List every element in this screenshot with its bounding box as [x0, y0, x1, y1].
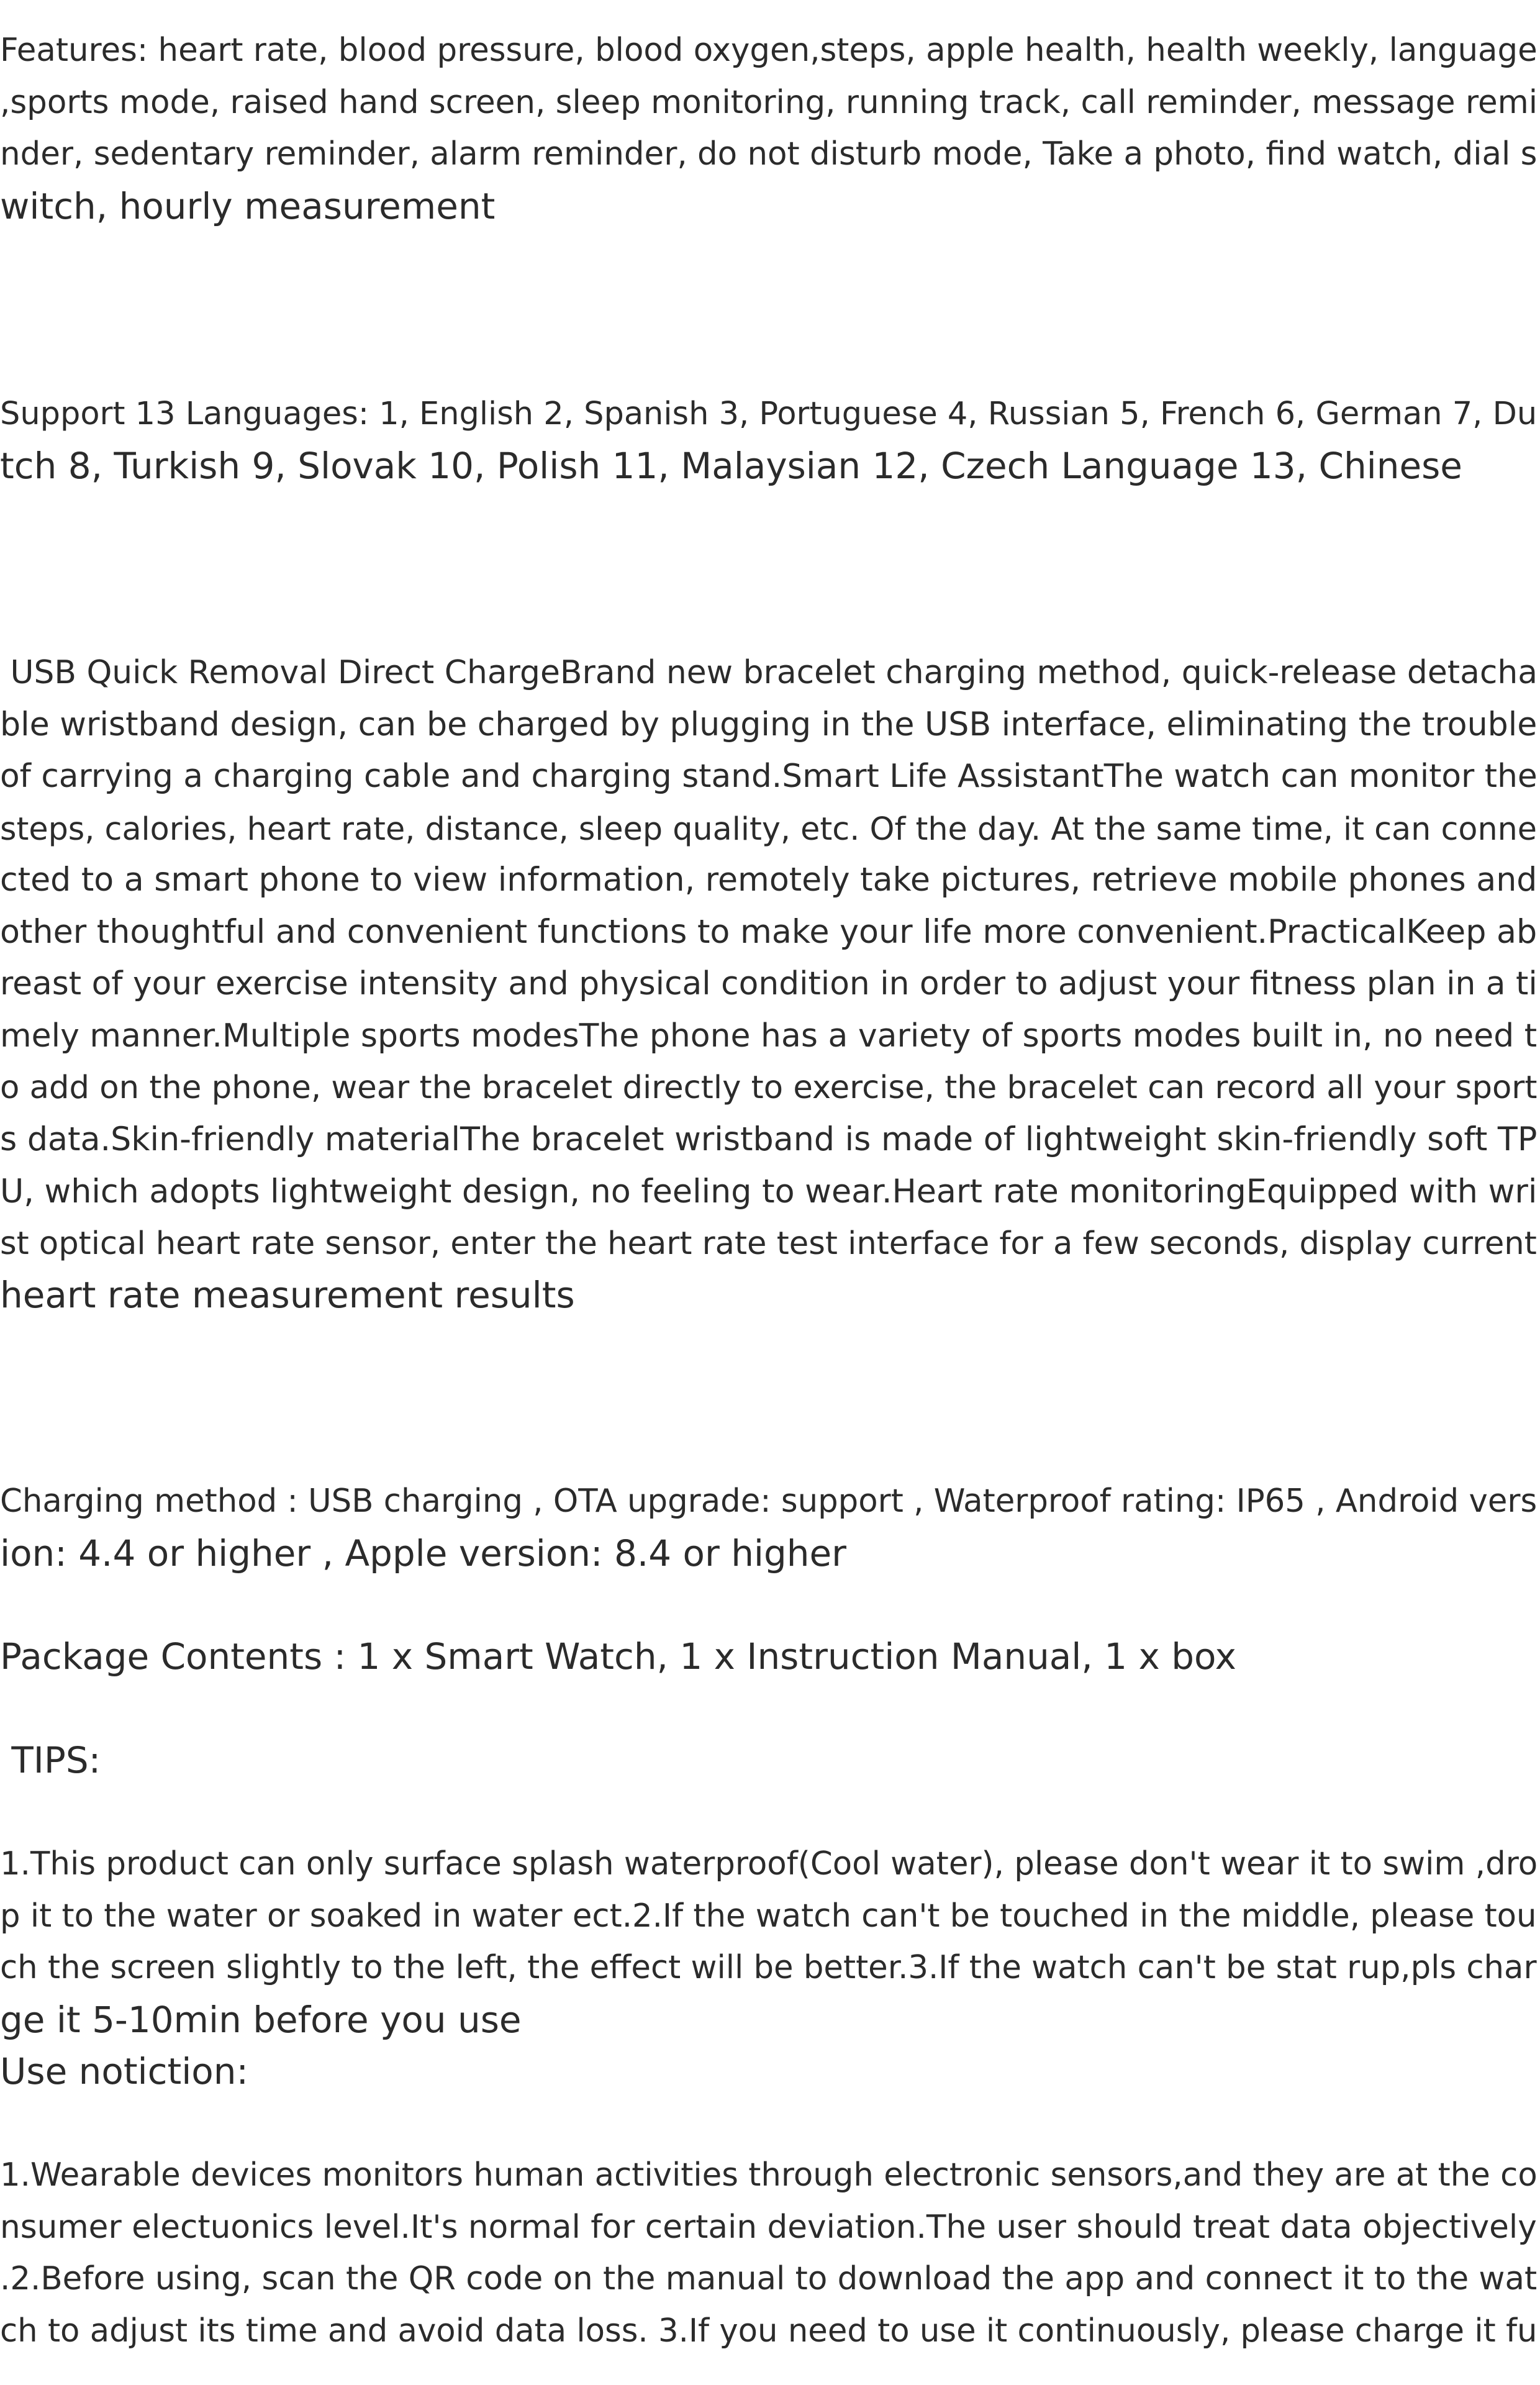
description-line: heart rate measurement results [0, 1274, 575, 1316]
description-line: of carrying a charging cable and charging stand.Smart Life AssistantThe watch can monitor the [0, 758, 1538, 795]
features-line: witch, hourly measurement [0, 184, 496, 227]
description-line: USB Quick Removal Direct ChargeBrand new bracelet charging method, quick-release detacha [0, 654, 1538, 691]
description-line: reast of your exercise intensity and physical condition in order to adjust your fitness plan in a ti [0, 965, 1538, 1002]
description-line: cted to a smart phone to view information, remotely take pictures, retrieve mobile phones and [0, 861, 1538, 899]
specs-paragraph [0, 1476, 1539, 1579]
notice-line: nsumer electuonics level.It's normal for certain deviation.The user should treat data objectively [0, 2208, 1537, 2246]
notice-line: .2.Before using, scan the QR code on the manual to download the app and connect it to the wat [0, 2260, 1538, 2297]
tips-heading [0, 1735, 1539, 1787]
description-line: st optical heart rate sensor, enter the heart rate test interface for a few seconds, display current [0, 1225, 1537, 1262]
notice-heading-line: Use notiction: [0, 2050, 248, 2092]
tips-line: 1.This product can only surface splash waterproof(Cool water), please don't wear it to swim ,dro [0, 1845, 1538, 1883]
specs-line: ion: 4.4 or higher , Apple version: 8.4 or higher [0, 1532, 846, 1574]
tips-paragraph [0, 1838, 1539, 2046]
package-paragraph [0, 1631, 1539, 1683]
languages-line: tch 8, Turkish 9, Slovak 10, Polish 11, Malaysian 12, Czech Language 13, Chinese [0, 444, 1462, 487]
description-line: s data.Skin-friendly materialThe bracelet wristband is made of lightweight skin-friendly soft TP [0, 1120, 1538, 1158]
description-line: mely manner.Multiple sports modesThe phone has a variety of sports modes built in, no need t [0, 1017, 1538, 1055]
tips-heading-line: TIPS: [0, 1739, 101, 1781]
languages-line: Support 13 Languages: 1, English 2, Spanish 3, Portuguese 4, Russian 5, French 6, German 7, Du [0, 396, 1538, 432]
features-paragraph [0, 25, 1539, 232]
notice-paragraph [0, 2150, 1539, 2357]
description-line: other thoughtful and convenient functions to make your life more convenient.PracticalKeep ab [0, 913, 1538, 951]
notice-line: 1.Wearable devices monitors human activities through electronic sensors,and they are at the co [0, 2156, 1538, 2194]
notice-line: ch to adjust its time and avoid data loss. 3.If you need to use it continuously, please charge it fu [0, 2312, 1538, 2350]
features-line: Features: heart rate, blood pressure, blood oxygen,steps, apple health, health weekly, language [0, 32, 1538, 69]
description-line: ble wristband design, can be charged by plugging in the USB interface, eliminating the trouble [0, 706, 1538, 743]
tips-line: p it to the water or soaked in water ect.2.If the watch can't be touched in the middle, please tou [0, 1897, 1537, 1935]
tips-line: ge it 5-10min before you use [0, 1998, 522, 2041]
notice-heading [0, 2046, 1539, 2098]
features-line: ,sports mode, raised hand screen, sleep monitoring, running track, call reminder, message remi [0, 83, 1538, 121]
features-line: nder, sedentary reminder, alarm reminder, do not disturb mode, Take a photo, find watch, dial s [0, 135, 1538, 173]
description-paragraph [0, 647, 1539, 1322]
languages-paragraph [0, 388, 1539, 492]
description-line: steps, calories, heart rate, distance, sleep quality, etc. Of the day. At the same time, it can conne [0, 810, 1538, 847]
description-line: U, which adopts lightweight design, no feeling to wear.Heart rate monitoringEquipped with wri [0, 1173, 1538, 1211]
specs-line: Charging method : USB charging , OTA upgrade: support , Waterproof rating: IP65 , Android vers [0, 1483, 1538, 1520]
description-line: o add on the phone, wear the bracelet directly to exercise, the bracelet can record all your sport [0, 1069, 1538, 1106]
package-line: Package Contents : 1 x Smart Watch, 1 x Instruction Manual, 1 x box [0, 1635, 1236, 1678]
tips-line: ch the screen slightly to the left, the effect will be better.3.If the watch can't be stat rup,pls char [0, 1949, 1537, 1986]
